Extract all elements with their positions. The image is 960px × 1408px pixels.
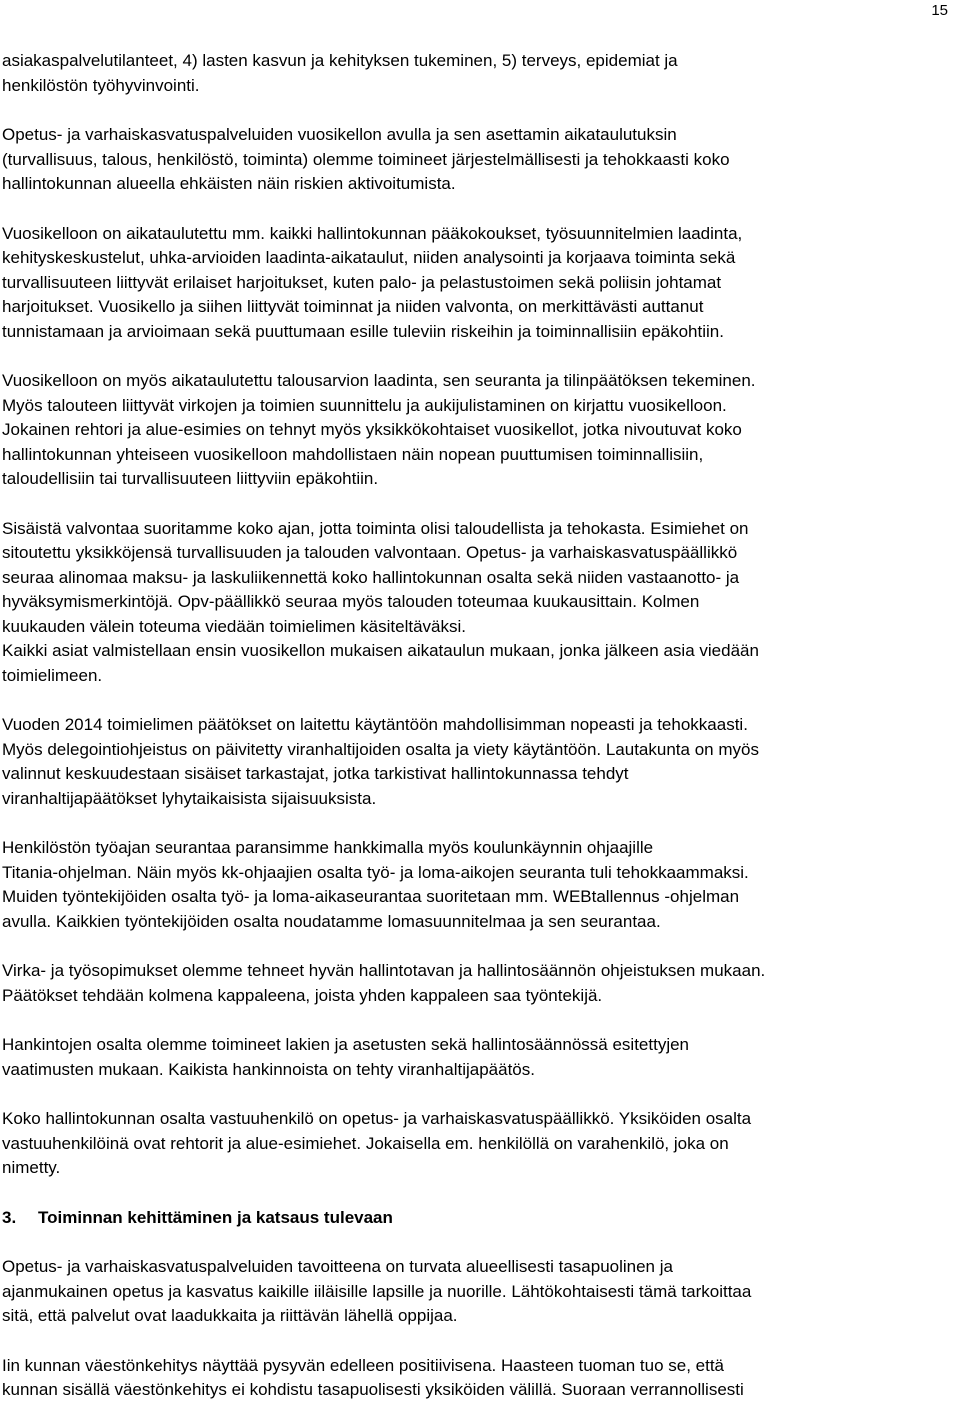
text-line: Vuosikelloon on aikataulutettu mm. kaikki hallintokunnan pääkokoukset, työsuunnitelmien laadinta, (2, 223, 743, 243)
text-line: (turvallisuus, talous, henkilöstö, toiminta) olemme toimineet järjestelmällisesti ja tehokkaasti koko (2, 149, 730, 169)
text-line: kuukauden välein toteuma viedään toimielimen käsiteltäväksi. (2, 616, 466, 636)
text-line: Opetus- ja varhaiskasvatuspalveluiden tavoitteena on turvata alueellisesti tasapuolinen ja (2, 1257, 673, 1276)
text-line: Vuosikelloon on myös aikataulutettu talousarvion laadinta, sen seuranta ja tilinpäätöksen tekeminen. (2, 371, 756, 390)
paragraph (2, 123, 960, 197)
text-line: tunnistamaan ja arvioimaan sekä puuttumaan esille tuleviin riskeihin ja toiminnallisiin epäkohtiin. (2, 321, 724, 341)
text-line: harjoitukset. Vuosikello ja siihen liittyvät toiminnat ja niiden valvonta, on merkittävästi auttanut (2, 297, 704, 316)
paragraph (2, 1033, 960, 1082)
text-line: seuraa alinomaa maksu- ja laskuliikennettä koko hallintokunnan osalta sekä niiden vastaanotto- ja (2, 567, 740, 587)
paragraph (2, 222, 960, 345)
paragraph (2, 959, 960, 1008)
text-line: hallintokunnan yhteiseen vuosikelloon mahdollistaen näin nopean puuttumisen toiminnallisiin, (2, 444, 704, 464)
text-line: vastuuhenkilöinä ovat rehtorit ja alue-esimiehet. Jokaisella em. henkilöllä on varahenkilö, joka on (2, 1133, 729, 1153)
paragraph (2, 49, 960, 98)
text-line: henkilöstön työhyvinvointi. (2, 75, 200, 95)
text-line: Sisäistä valvontaa suoritamme koko ajan, jotta toiminta olisi taloudellista ja tehokasta. Esimiehet on (2, 518, 749, 538)
page-number: 15 (931, 2, 948, 19)
text-line: Iin kunnan väestönkehitys näyttää pysyvän edelleen positiivisena. Haasteen tuoman tuo se, että (2, 1355, 725, 1375)
text-line: turvallisuuteen liittyvät erilaiset harjoitukset, kuten palo- ja pelastustoimen sekä poliisin johtamat (2, 272, 722, 292)
text-line: Opetus- ja varhaiskasvatuspalveluiden vuosikellon avulla ja sen asettamin aikataulutuksin (2, 125, 677, 144)
text-line: Vuoden 2014 toimielimen päätökset on laitettu käytäntöön mahdollisimman nopeasti ja tehokkaasti. (2, 715, 748, 734)
document-body (2, 49, 960, 1403)
text-line: Hankintojen osalta olemme toimineet lakien ja asetusten sekä hallintosäännössä esitettyjen (2, 1035, 690, 1054)
text-line: Päätökset tehdään kolmena kappaleena, joista yhden kappaleen saa työntekijä. (2, 985, 603, 1005)
text-line: sitoutettu yksikköjensä turvallisuuden ja talouden valvontaan. Opetus- ja varhaiskasvatuspäällikkö (2, 543, 738, 562)
text-line: Myös talouteen liittyvät virkojen ja toimien suunnittelu ja aukijulistaminen on kirjattu vuosikelloon. (2, 395, 727, 415)
text-line: Jokainen rehtori ja alue-esimies on tehnyt myös yksikkökohtaiset vuosikellot, jotka nivoutuvat koko (2, 420, 742, 439)
text-line: asiakaspalvelutilanteet, 4) lasten kasvun ja kehityksen tukeminen, 5) terveys, epidemiat ja (2, 51, 678, 70)
paragraph (2, 369, 960, 492)
text-line: hyväksymismerkintöjä. Opv-päällikkö seuraa myös talouden toteumaa kuukausittain. Kolmen (2, 592, 700, 611)
paragraph (2, 517, 960, 689)
text-line: Muiden työntekijöiden osalta työ- ja loma-aikaseurantaa suoritetaan mm. WEBtallennus -ohjelman (2, 887, 740, 906)
paragraph (2, 1255, 960, 1329)
text-line: viranhaltijapäätökset lyhytaikaisista sijaisuuksista. (2, 788, 377, 808)
paragraph (2, 1107, 960, 1181)
text-line: Virka- ja työsopimukset olemme tehneet hyvän hallintotavan ja hallintosäännön ohjeistuksen mukaan. (2, 961, 766, 980)
text-line: Koko hallintokunnan osalta vastuuhenkilö on opetus- ja varhaiskasvatuspäällikkö. Yksiköiden osalta (2, 1109, 752, 1128)
text-line: Henkilöstön työajan seurantaa paransimme hankkimalla myös koulunkäynnin ohjaajille (2, 838, 654, 857)
text-line: toimielimeen. (2, 665, 103, 685)
text-line: kunnan sisällä väestönkehitys ei kohdistu tasapuolisesti yksiköiden välillä. Suoraan verrannollisesti (2, 1380, 744, 1399)
section-title: Toiminnan kehittäminen ja katsaus tulevaan (38, 1207, 393, 1227)
text-line: Titania-ohjelman. Näin myös kk-ohjaajien osalta työ- ja loma-aikojen seuranta tuli tehokkaammaksi. (2, 862, 749, 882)
text-line: sitä, että palvelut ovat laadukkaita ja riittävän lähellä oppijaa. (2, 1306, 458, 1325)
paragraph (2, 1354, 960, 1403)
text-line: Kaikki asiat valmistellaan ensin vuosikellon mukaisen aikataulun mukaan, jonka jälkeen asia viedään (2, 641, 759, 660)
text-line: kehityskeskustelut, uhka-arvioiden laadinta-aikataulut, niiden analysointi ja korjaava toiminta sekä (2, 248, 736, 267)
section-number: 3. (2, 1207, 17, 1227)
paragraph (2, 713, 960, 811)
text-line: taloudellisiin tai turvallisuuteen liittyviin epäkohtiin. (2, 469, 379, 488)
text-line: valinnut keskuudestaan sisäiset tarkastajat, jotka tarkistivat hallintokunnassa tehdyt (2, 764, 629, 783)
paragraph (2, 836, 960, 934)
text-line: ajanmukainen opetus ja kasvatus kaikille iiläisille lapsille ja nuorille. Lähtökohtaisesti tämä tarkoittaa (2, 1281, 752, 1301)
text-line: nimetty. (2, 1158, 61, 1177)
text-line: vaatimusten mukaan. Kaikista hankinnoista on tehty viranhaltijapäätös. (2, 1059, 535, 1079)
text-line: avulla. Kaikkien työntekijöiden osalta noudatamme lomasuunnitelmaa ja sen seurantaa. (2, 911, 661, 931)
text-line: hallintokunnan alueella ehkäisten näin riskien aktivoitumista. (2, 174, 456, 193)
section-heading (2, 1206, 960, 1231)
text-line: Myös delegointiohjeistus on päivitetty viranhaltijoiden osalta ja viety käytäntöön. Lautakunta on myös (2, 739, 759, 759)
